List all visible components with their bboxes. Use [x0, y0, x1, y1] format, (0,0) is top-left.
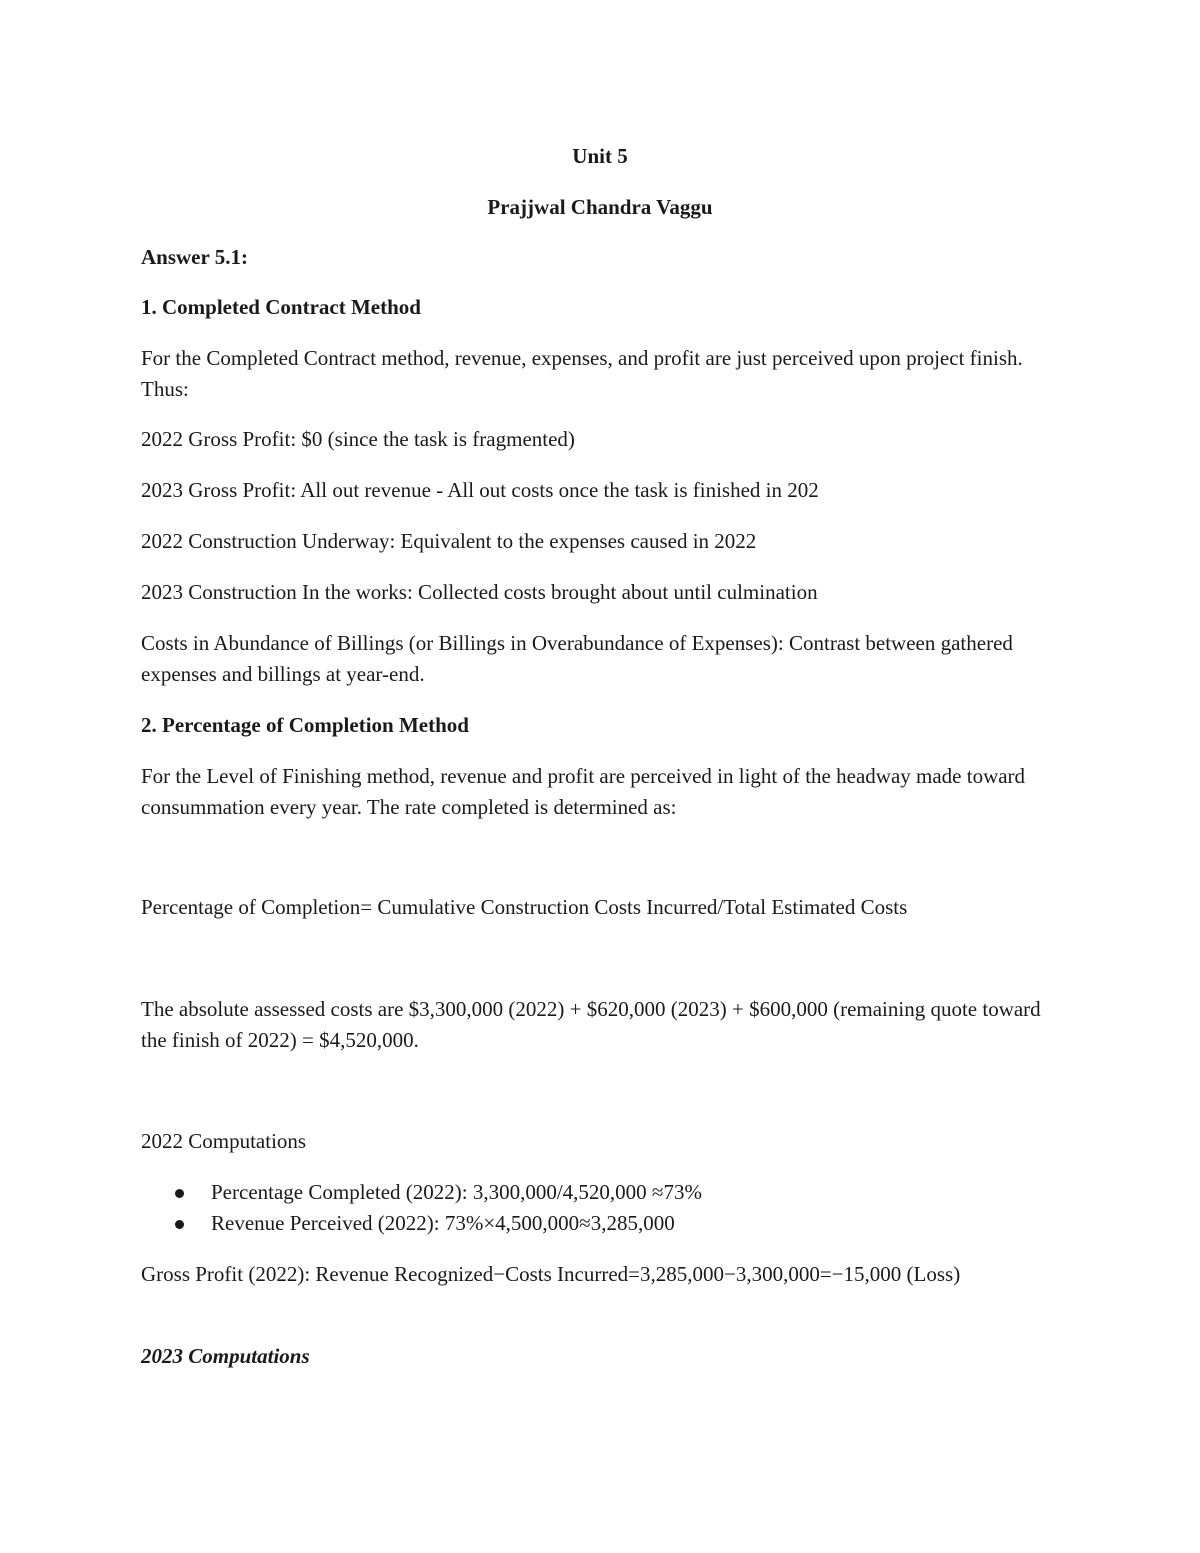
gross-profit-2022: Gross Profit (2022): Revenue Recognized−Costs Incurred=3,285,000−3,300,000=−15,000 (Loss) — [141, 1262, 961, 1286]
author-name: Prajjwal Chandra Vaggu — [487, 195, 713, 219]
percentage-completed-2022: Percentage Completed (2022): 3,300,000/4,520,000 ≈73% — [211, 1180, 702, 1204]
document-title: Unit 5 — [572, 144, 628, 168]
total-costs-paragraph: The absolute assessed costs are $3,300,000 (2022) + $620,000 (2023) + $600,000 (remaining quote toward the finish of 2022) = $4,520,000. — [141, 997, 1041, 1052]
section2-intro: For the Level of Finishing method, revenue and profit are perceived in light of the headway made toward consummation every year. The rate completed is determined as: — [141, 764, 1026, 819]
answer-heading: Answer 5.1: — [141, 245, 248, 269]
section2-heading: 2. Percentage of Completion Method — [141, 713, 469, 737]
list-item — [141, 1208, 702, 1239]
completion-formula: Percentage of Completion= Cumulative Construction Costs Incurred/Total Estimated Costs — [141, 895, 908, 919]
computations-2023-heading: 2023 Computations — [141, 1344, 310, 1368]
section1-item-2023-gross-profit: 2023 Gross Profit: All out revenue - All out costs once the task is finished in 202 — [141, 478, 819, 502]
section1-item-2022-construction: 2022 Construction Underway: Equivalent to the expenses caused in 2022 — [141, 529, 757, 553]
computations-2022-list — [141, 1177, 702, 1239]
revenue-perceived-2022: Revenue Perceived (2022): 73%×4,500,000≈3,285,000 — [211, 1211, 675, 1235]
bullet-icon — [175, 1220, 184, 1229]
section1-item-2023-construction: 2023 Construction In the works: Collected costs brought about until culmination — [141, 580, 818, 604]
section1-intro: For the Completed Contract method, revenue, expenses, and profit are just perceived upon project finish. Thus: — [141, 346, 1023, 401]
section1-costs-paragraph: Costs in Abundance of Billings (or Billings in Overabundance of Expenses): Contrast between gathered expenses and billings at year-end. — [141, 631, 1013, 686]
section1-item-2022-gross-profit: 2022 Gross Profit: $0 (since the task is fragmented) — [141, 427, 575, 451]
computations-2022-heading: 2022 Computations — [141, 1129, 307, 1153]
list-item — [141, 1177, 702, 1208]
section1-heading: 1. Completed Contract Method — [141, 295, 421, 319]
bullet-icon — [175, 1189, 184, 1198]
